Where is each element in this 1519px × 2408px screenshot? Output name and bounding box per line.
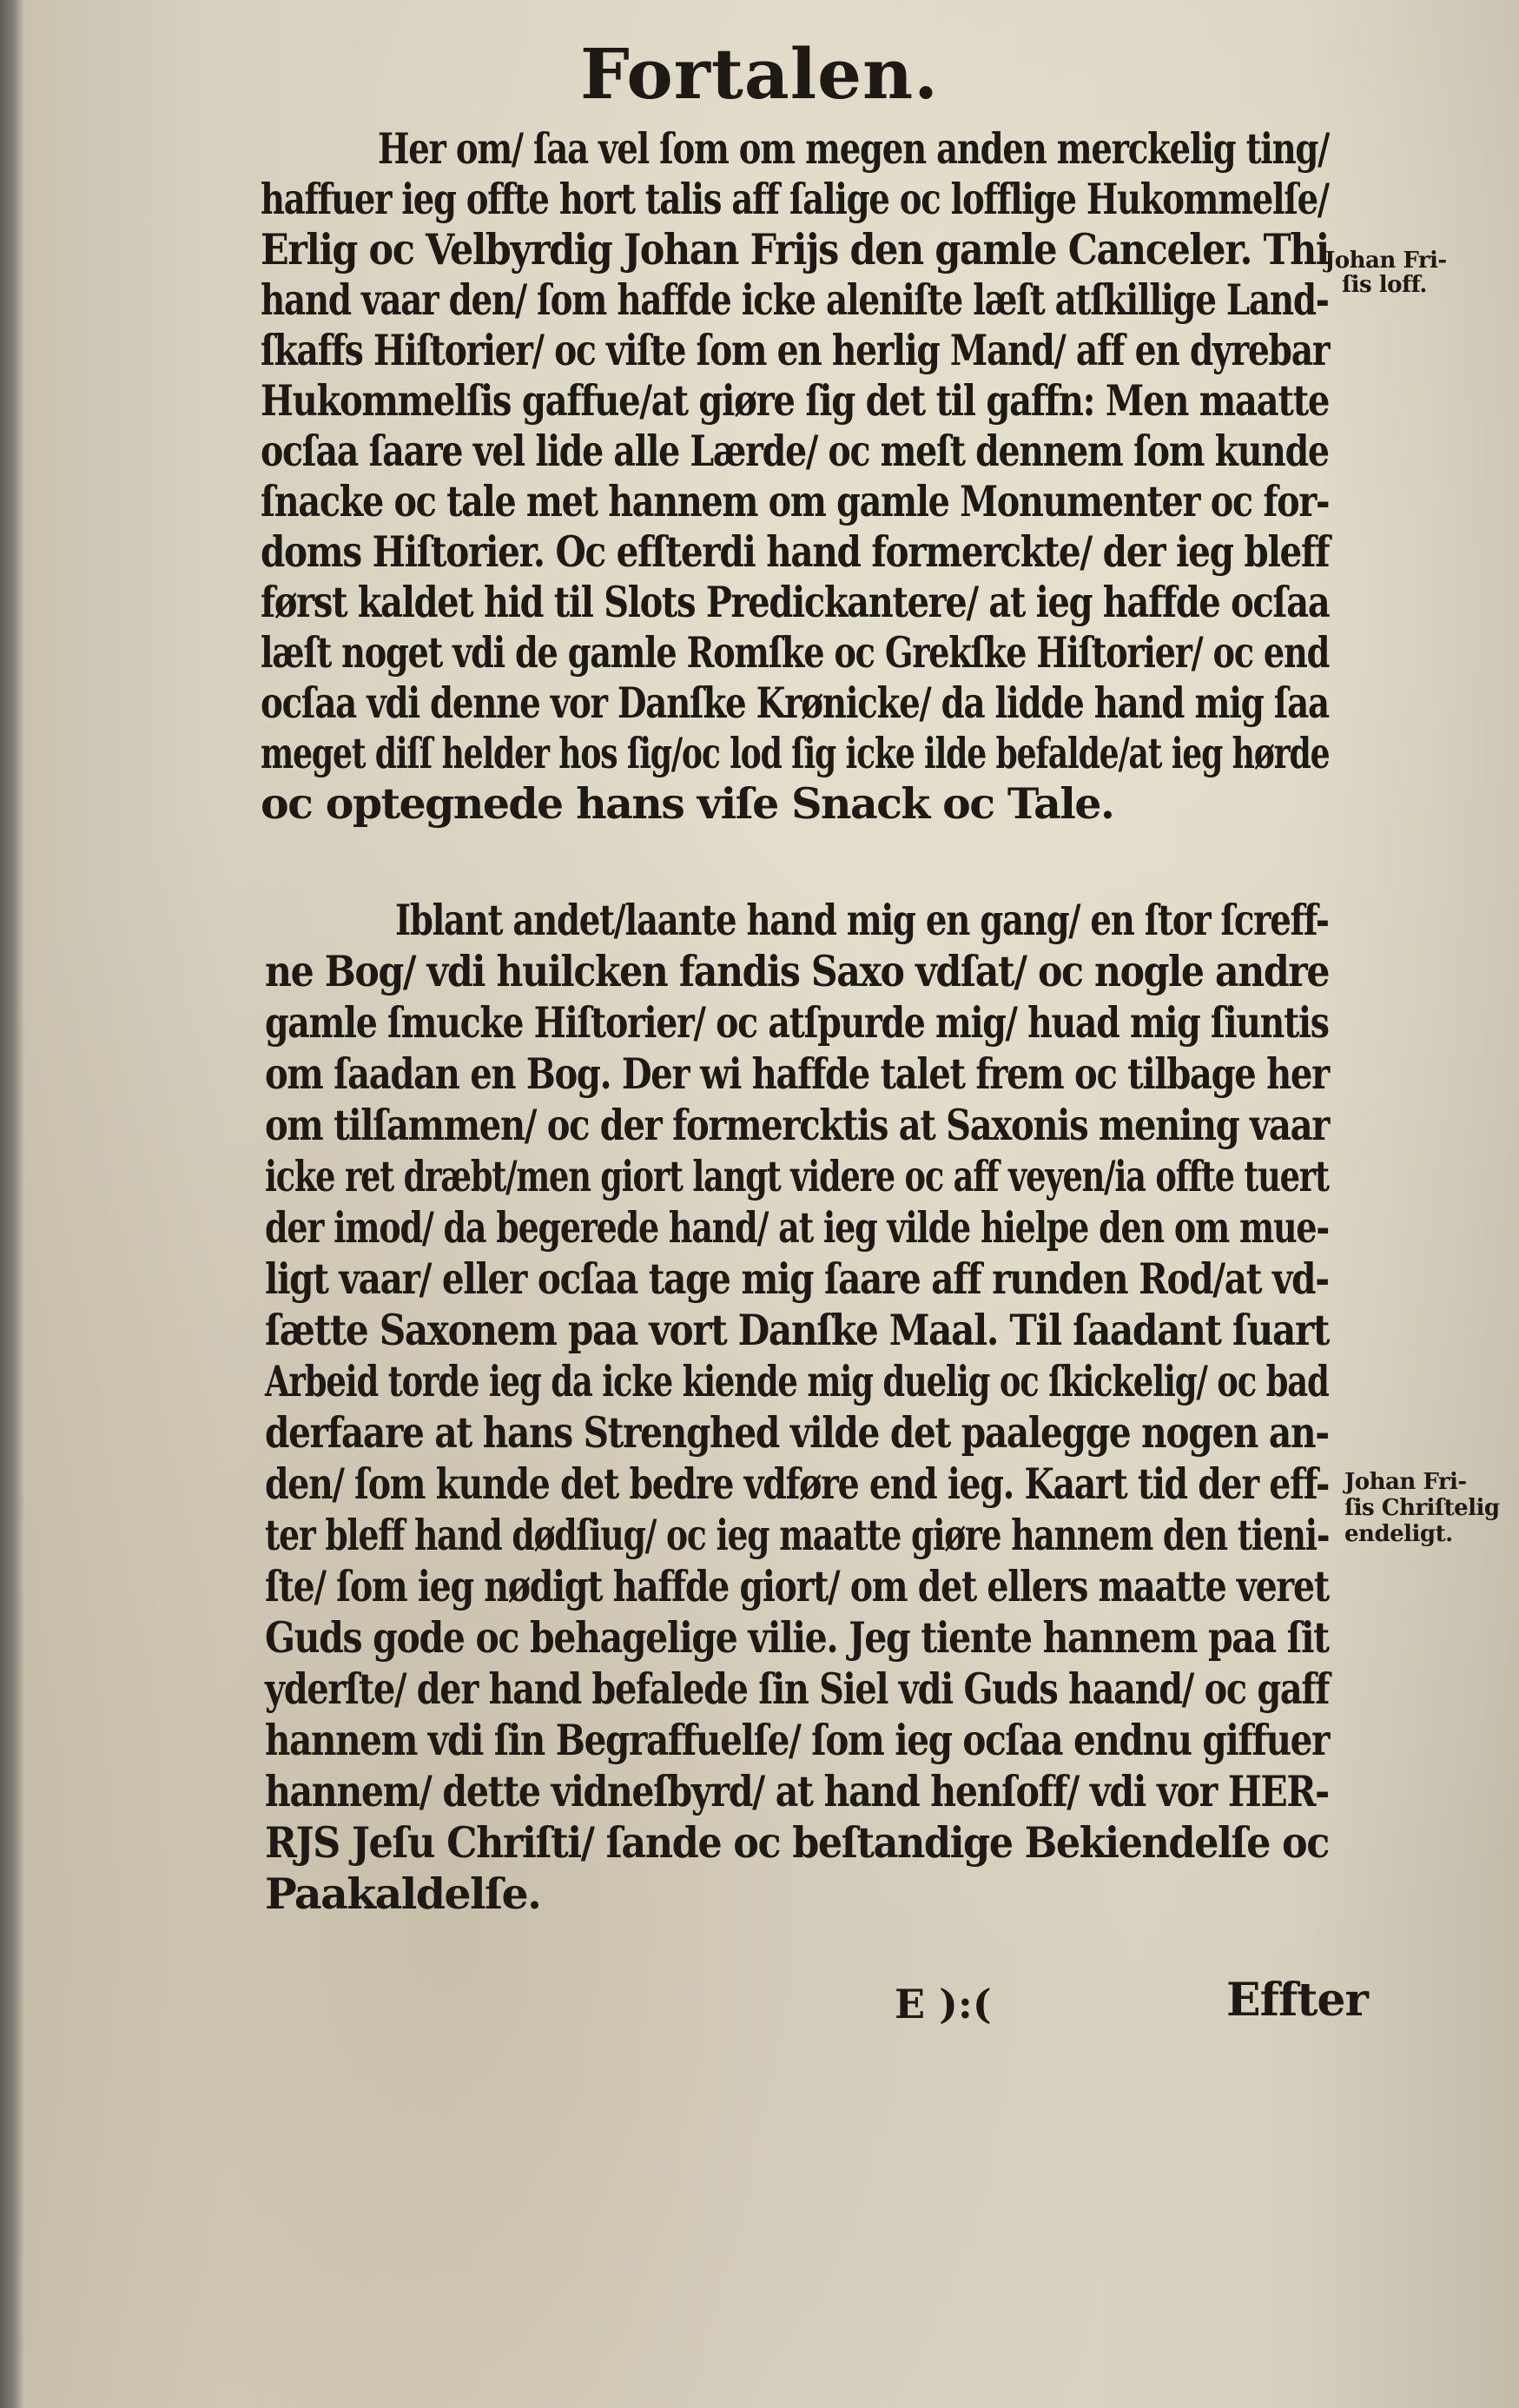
text-line: ocſaa ſaare vel lide alle Lærde/ oc meſt dennem ſom kunde xyxy=(261,426,1329,476)
text-line: læſt noget vdi de gamle Romſke oc Grekſke Hiſtorier/ oc end xyxy=(261,627,1330,678)
text-line: ſætte Saxonem paa vort Danſke Maal. Til ſaadant ſuart xyxy=(265,1305,1330,1355)
text-line: Paakaldelſe. xyxy=(265,1869,541,1919)
text-line: derfaare at hans Strenghed vilde det paalegge nogen an- xyxy=(265,1407,1329,1458)
text-line: icke ret dræbt/men giort langt videre oc aff veyen/ia offte tuert xyxy=(265,1151,1329,1201)
text-line: Guds gode oc behagelige vilie. Jeg tiente hannem paa ſit xyxy=(265,1612,1329,1663)
text-line: oc optegnede hans viſe Snack oc Tale. xyxy=(261,778,1114,829)
text-line: Arbeid torde ieg da icke kiende mig duelig oc ſkickelig/ oc bad xyxy=(265,1356,1329,1406)
text-line: den/ ſom kunde det bedre vdføre end ieg. Kaart tid der eff- xyxy=(265,1459,1330,1509)
text-line: ligt vaar/ eller ocſaa tage mig ſaare aff runden Rod/at vd- xyxy=(265,1254,1329,1304)
text-line: der imod/ da begerede hand/ at ieg vilde hielpe den om mue- xyxy=(265,1202,1329,1253)
margin-note-line: Johan Fri- xyxy=(1324,248,1447,274)
text-line: Hukommelſis gaffue/at giøre ſig det til gaffn: Men maatte xyxy=(261,375,1330,426)
text-line: haffuer ieg offte hort talis aff ſalige oc lofflige Hukommelſe/ xyxy=(261,174,1329,224)
text-line: om tilſammen/ oc der formercktis at Saxonis mening vaar xyxy=(265,1100,1330,1150)
text-line: yderſte/ der hand befalede ſin Siel vdi Guds haand/ oc gaff xyxy=(265,1664,1330,1714)
text-line: doms Hiſtorier. Oc efſterdi hand formerckte/ der ieg bleff xyxy=(261,526,1330,577)
catchword: Effter xyxy=(1226,1974,1368,2027)
margin-note-line: ſis loff. xyxy=(1342,272,1427,298)
margin-note-line: Johan Fri- xyxy=(1344,1469,1467,1495)
text-line: ocſaa vdi denne vor Danſke Krønicke/ da lidde hand mig ſaa xyxy=(261,678,1329,728)
margin-note-line: endeligt. xyxy=(1344,1521,1453,1547)
text-line: hannem/ dette vidneſbyrd/ at hand henſoff/ vdi vor HER- xyxy=(265,1766,1329,1816)
text-line: ter bleff hand dødſiug/ oc ieg maatte giøre hannem den tieni- xyxy=(265,1510,1330,1560)
text-line: gamle ſmucke Hiſtorier/ oc atſpurde mig/ huad mig ſiuntis xyxy=(265,997,1329,1048)
text-line: Erlig oc Velbyrdig Johan Frijs den gamle Canceler. Thi xyxy=(261,224,1329,275)
text-line: ne Bog/ vdi huilcken fandis Saxo vdſat/ oc nogle andre xyxy=(265,946,1330,996)
text-line: Her om/ ſaa vel ſom om megen anden merckelig ting/ xyxy=(378,123,1330,174)
text-line: ſte/ ſom ieg nødigt haffde giort/ om det ellers maatte veret xyxy=(265,1561,1329,1611)
text-line: ſkaffs Hiſtorier/ oc viſte ſom en herlig Mand/ aff en dyrebar xyxy=(261,325,1330,375)
text-line: ſnacke oc tale met hannem om gamle Monumenter oc for- xyxy=(261,476,1330,526)
text-line: RJS Jeſu Chriſti/ ſande oc beſtandige Bekiendelſe oc xyxy=(265,1817,1329,1868)
signature-mark: E ):( xyxy=(895,1981,992,2028)
text-line: hannem vdi ſin Begraffuelſe/ ſom ieg ocſaa endnu giffuer xyxy=(265,1715,1330,1765)
text-line: meget diſſ helder hos ſig/oc lod ſig icke ilde befalde/at ieg hørde xyxy=(261,728,1330,778)
text-line: Iblant andet/laante hand mig en gang/ en ſtor ſcreff- xyxy=(395,895,1329,945)
page-gutter-edge xyxy=(0,0,24,2408)
page-title: Fortalen. xyxy=(579,33,940,115)
text-line: hand vaar den/ ſom haffde icke aleniſte læſt atſkillige Land- xyxy=(261,275,1329,325)
margin-note-line: ſis Chriſtelig xyxy=(1344,1495,1500,1521)
text-line: først kaldet hid til Slots Predickantere/ at ieg haffde ocſaa xyxy=(261,577,1330,627)
text-line: om ſaadan en Bog. Der wi haffde talet frem oc tilbage her xyxy=(265,1049,1329,1099)
